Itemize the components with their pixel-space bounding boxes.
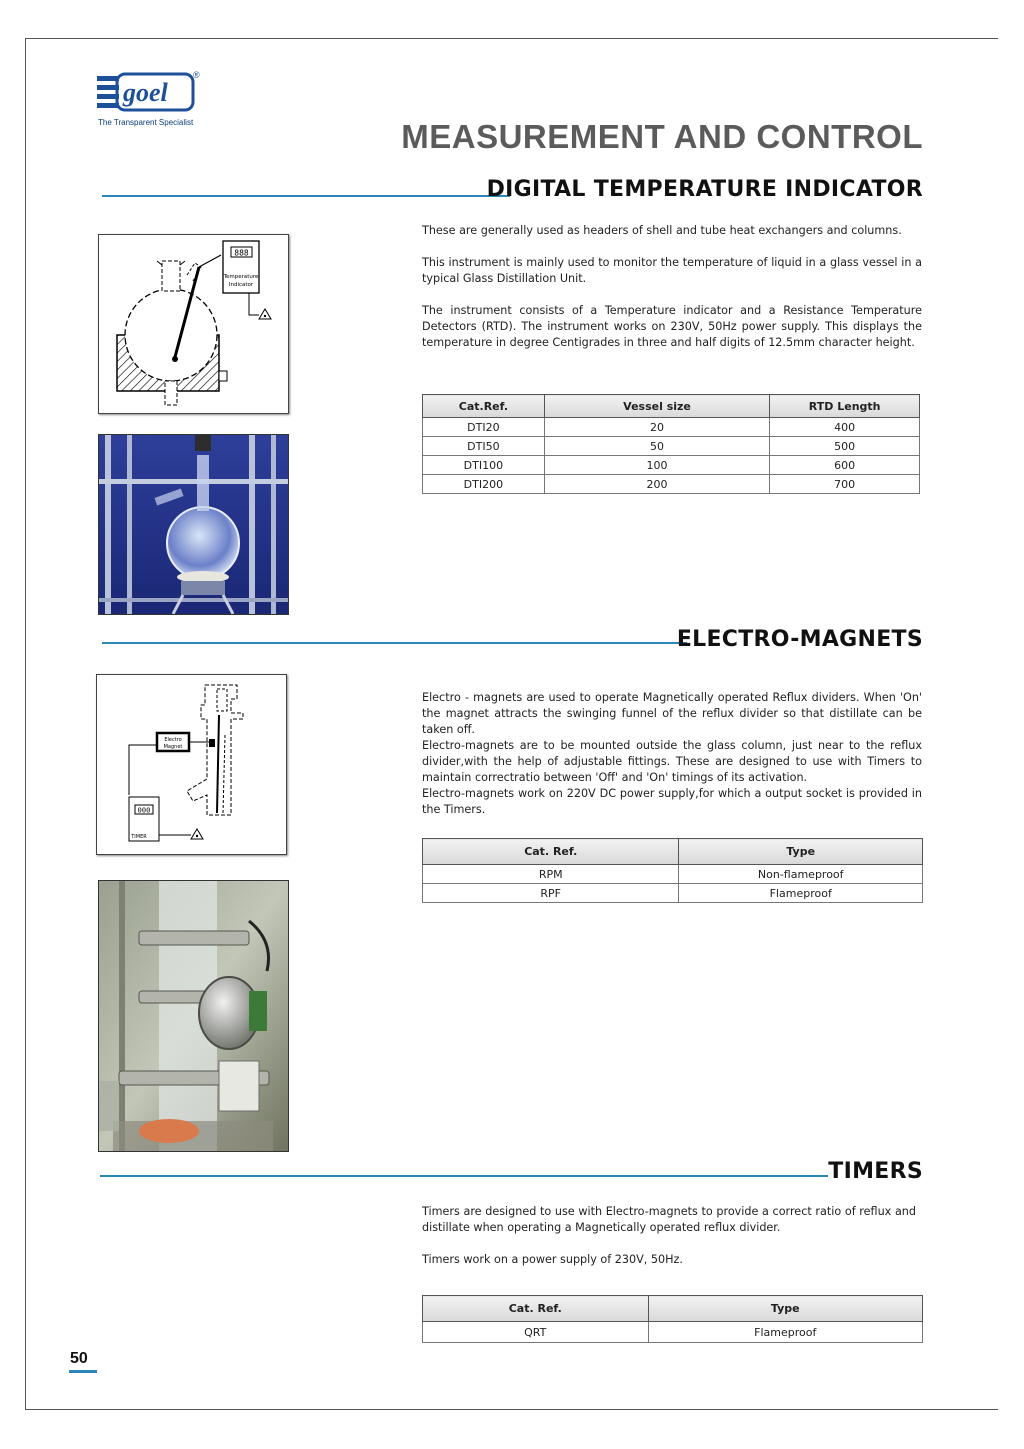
table-cell: DTI200 [423,475,545,494]
dti-paragraph: This instrument is mainly used to monitor the temperature of liquid in a glass vessel in a typical Glass Distillation Unit. [422,256,922,285]
dti-photo [98,434,289,615]
timers-section-title: TIMERS [828,1159,923,1184]
table-cell: QRT [423,1322,649,1343]
table-header-cell: Cat. Ref. [423,839,679,865]
dti-label-indicator: Indicator [228,282,254,288]
table-header-row [423,395,920,418]
table-cell: Flameproof [679,884,923,903]
timers-paragraph: Timers are designed to use with Electro-magnets to provide a correct ratio of reflux and distillate when operating a Magnetically operated reflux divider. [422,1205,916,1234]
table-cell: DTI100 [423,456,545,475]
dti-table [422,394,920,494]
magnets-description [422,690,922,818]
table-header-cell: Type [648,1296,923,1322]
table-cell: 50 [544,437,769,456]
magnets-diagram [96,674,287,855]
magnets-section-title: ELECTRO-MAGNETS [676,627,923,652]
table-cell: RPF [423,884,679,903]
dti-diagram [98,234,289,414]
table-cell: 100 [544,456,769,475]
table-row [423,456,920,475]
table-header-cell: Cat.Ref. [423,395,545,418]
timers-table [422,1295,923,1343]
dti-label-temperature: Temperature [223,274,259,280]
page-number-underline [69,1370,97,1373]
table-cell: 700 [770,475,920,494]
table-cell: DTI20 [423,418,545,437]
timers-section-rule [100,1175,828,1177]
table-cell: 400 [770,418,920,437]
dti-paragraph: The instrument consists of a Temperature indicator and a Resistance Temperature Detectors (RTD). The instrument works on 230V, 50Hz power supply. This displays the temperature in degree Centigrades in three and half digits of 12.5mm character height. [422,304,922,349]
table-header-cell: RTD Length [770,395,920,418]
table-header-cell: Cat. Ref. [423,1296,649,1322]
magnets-section-rule [102,642,687,644]
timers-description [422,1204,916,1268]
table-cell: Non-flameproof [679,865,923,884]
table-cell: 200 [544,475,769,494]
magnets-paragraph: Electro-magnets work on 220V DC power supply,for which a output socket is provided in the Timers. [422,787,922,816]
dti-paragraph: These are generally used as headers of shell and tube heat exchangers and columns. [422,224,902,237]
table-row [423,418,920,437]
dti-section-title: DIGITAL TEMPERATURE INDICATOR [486,177,923,202]
timer-display-digits: 000 [137,806,151,815]
table-cell: 20 [544,418,769,437]
dti-description [422,223,922,351]
dti-display-digits: 888 [234,248,249,258]
table-header-row [423,839,923,865]
table-row [423,475,920,494]
table-header-row [423,1296,923,1322]
table-row [423,437,920,456]
table-cell: DTI50 [423,437,545,456]
table-row [423,1322,923,1343]
page-title: MEASUREMENT AND CONTROL [401,118,923,155]
dti-section-rule [102,195,510,197]
timer-label: TIMER [131,834,147,840]
logo-tagline: The Transparent Specialist [98,118,194,127]
magnet-label-magnet: Magnet [163,744,183,750]
page-number: 50 [70,1350,88,1367]
table-header-cell: Type [679,839,923,865]
table-row [423,884,923,903]
magnets-paragraph: Electro - magnets are used to operate Magnetically operated Reflux dividers. When 'On' the magnet attracts the swinging funnel of the reflux divider so that distillate can be taken off. [422,691,922,736]
logo-wordmark: goel [123,78,168,107]
magnet-label-electro: Electro [164,737,182,743]
magnets-table [422,838,923,903]
table-cell: 500 [770,437,920,456]
table-cell: Flameproof [648,1322,923,1343]
table-cell: 600 [770,456,920,475]
magnets-paragraph: Electro-magnets are to be mounted outside the glass column, just near to the reflux divider,with the help of adjustable fittings. These are designed to use with Timers to maintain correctratio between 'Off' and 'On' timings of its activation. [422,739,922,784]
timers-paragraph: Timers work on a power supply of 230V, 50Hz. [422,1253,683,1266]
registered-mark: ® [193,70,200,80]
table-row [423,865,923,884]
table-cell: RPM [423,865,679,884]
table-header-cell: Vessel size [544,395,769,418]
magnets-photo [98,880,289,1152]
